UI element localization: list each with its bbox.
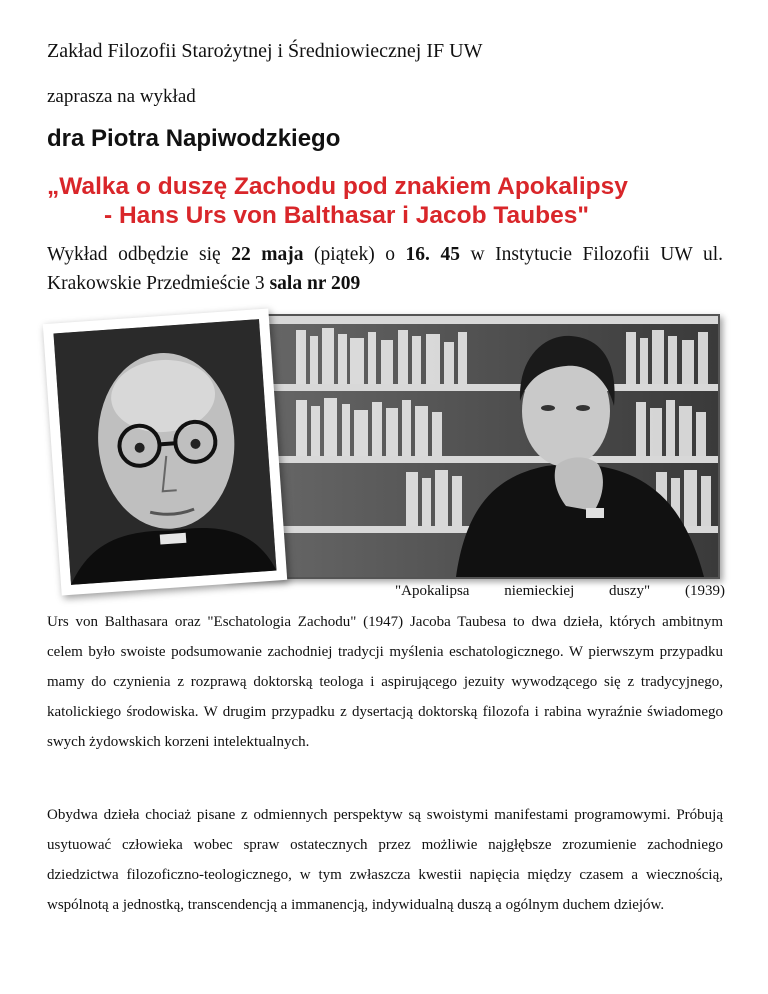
photo-taubes — [224, 314, 720, 579]
caption-word-4: (1939) — [684, 583, 725, 599]
lecture-room: sala nr 209 — [269, 273, 361, 294]
lecture-time: 16. 45 — [405, 244, 460, 265]
caption-word-3: duszy" — [609, 583, 651, 599]
photo-taubes-image — [226, 316, 718, 577]
lecture-title-line2: - Hans Urs von Balthasar i Jacob Taubes" — [104, 202, 589, 229]
photo-balthasar-image — [53, 319, 276, 585]
photo-caption — [395, 583, 725, 600]
lecture-title-line1: „Walka o duszę Zachodu pod znakiem Apokalipsy — [47, 173, 628, 200]
photo-balthasar — [43, 308, 287, 595]
lecture-info — [47, 240, 723, 298]
lecture-date: 22 maja — [231, 244, 304, 265]
institution-name: Zakład Filozofii Starożytnej i Średniowiecznej IF UW — [47, 40, 483, 62]
info-text-1: Wykład odbędzie się — [47, 244, 232, 265]
body-paragraph-1: Urs von Balthasara oraz "Eschatologia Zachodu" (1947) Jacoba Taubesa to dwa dzieła, których ambitnym celem było swoiste podsumowanie zachodniej tradycji myślenia eschatologicznego. W pierwszym przypadku mamy do czynienia z rozprawą doktorską teologa i aspirującego jezuity wywodzącego się z tradycyjnego, katolickiego środowiska. W drugim przypadku z dysertacją doktorską filozofa i rabina wyraźnie świadomego swych żydowskich korzeni intelektualnych. — [47, 614, 723, 750]
body-paragraph-2: Obydwa dzieła chociaż pisane z odmiennych perspektyw są swoistymi manifestami programowymi. Próbują usytuować człowieka wobec spraw ostatecznych przez możliwie najgłębsze zrozumienie zachodniego dziedzictwa filozoficzno-teologicznego, w tym zwłaszcza kwestii napięcia między czasem a wiecznością, wspólnotą a jednostką, transcendencją a immanencją, indywidualną duszą a ogólnym duchem dziejów. — [47, 807, 723, 913]
caption-word-2: niemieckiej — [504, 583, 575, 599]
caption-word-1: "Apokalipsa — [395, 583, 470, 599]
invite-text: zaprasza na wykład — [47, 86, 196, 107]
lecture-title — [47, 172, 727, 230]
info-text-2: (piątek) o — [303, 244, 406, 265]
speaker-name: dra Piotra Napiwodzkiego — [47, 125, 341, 152]
info-text-3: w Instytucie Filozofii UW ul. Krakowskie Przedmieście 3 — [47, 244, 723, 294]
